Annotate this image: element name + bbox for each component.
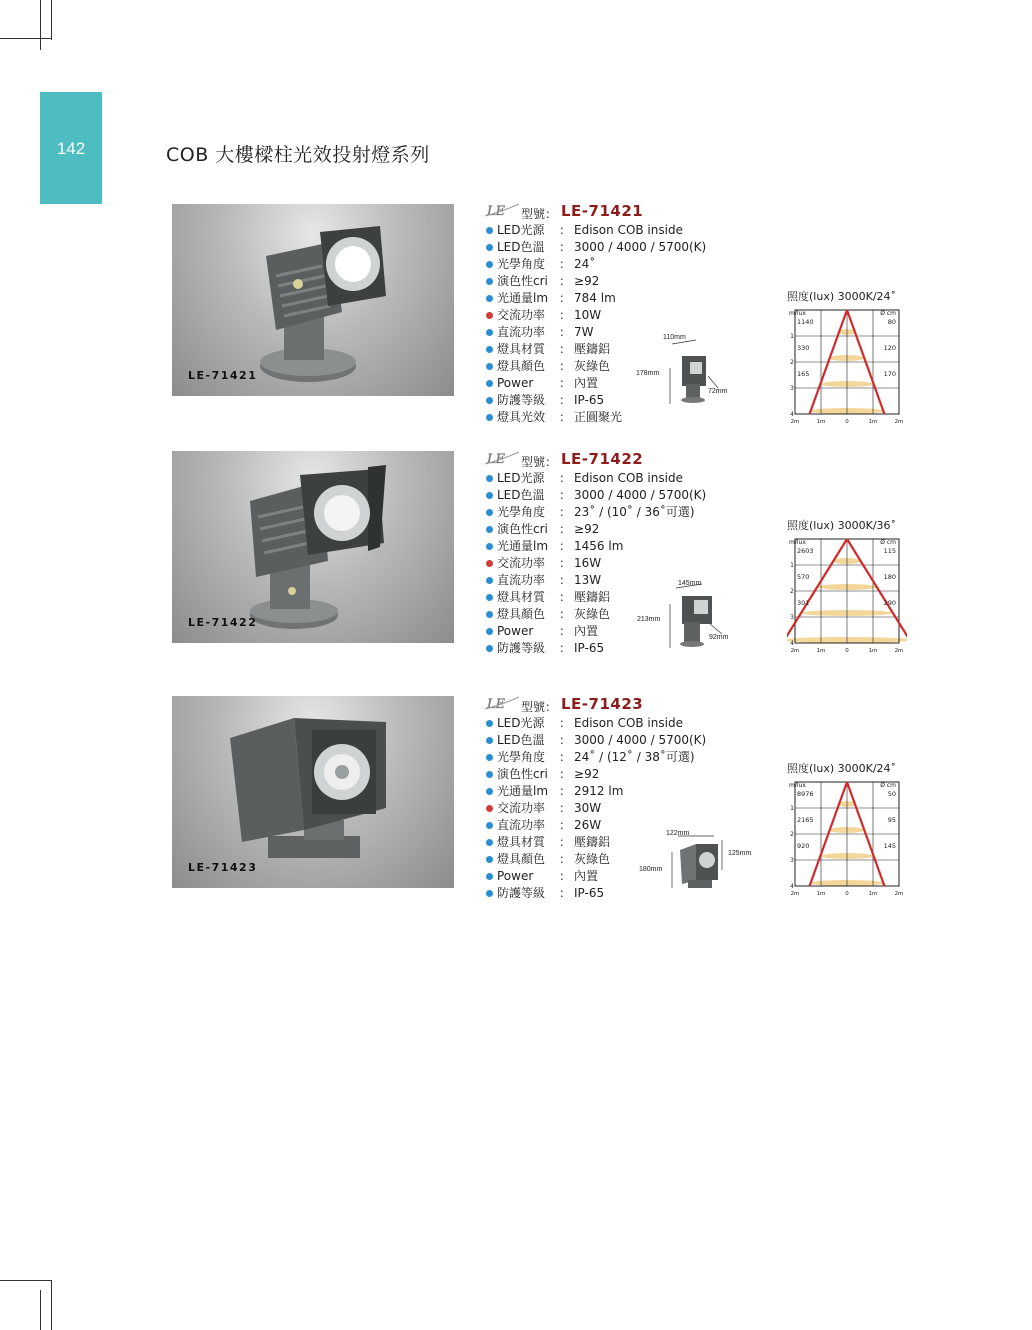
x-tick-label: 0 [845, 648, 849, 654]
x-tick-label: 1m [868, 648, 878, 654]
bullet-dot-icon [486, 244, 493, 251]
crop-mark [0, 1280, 52, 1281]
bullet-dot-icon [486, 737, 493, 744]
dim-depth: 92mm [709, 634, 729, 641]
spec-separator: ： [559, 223, 572, 237]
model-number: LE-71422 [561, 450, 644, 468]
illuminance-chart [787, 517, 907, 656]
spec-item [483, 470, 783, 487]
brand-logo-icon [483, 202, 521, 218]
spec-item [483, 538, 783, 555]
diameter-value: 120 [883, 344, 896, 352]
y-tick-label: 2 [790, 831, 794, 838]
spec-value: IP-65 [574, 886, 605, 900]
chart-header-right: Ø cm [880, 782, 896, 789]
spec-key: 直流功率 [497, 325, 546, 339]
spec-value: 3000 / 4000 / 5700(K) [574, 240, 707, 254]
chart-header-left: m/lux [789, 782, 806, 789]
y-tick-label: 1 [790, 562, 794, 569]
y-tick-label: 3 [790, 614, 794, 621]
bullet-dot-icon [486, 278, 493, 285]
bullet-dot-icon [486, 227, 493, 234]
spec-value: 灰綠色 [574, 359, 611, 373]
spec-item [483, 256, 783, 273]
bullet-dot-icon [486, 295, 493, 302]
spec-separator: ： [559, 274, 572, 288]
bullet-dot-icon [486, 873, 493, 880]
bullet-dot-icon [486, 788, 493, 795]
spec-separator: ： [559, 308, 572, 322]
lux-value: 2603 [797, 547, 814, 555]
diameter-value: 95 [887, 816, 896, 824]
bullet-dot-icon [486, 329, 493, 336]
spec-key: 光通量lm [497, 291, 549, 305]
diameter-value: 115 [883, 547, 896, 555]
spec-separator: ： [559, 291, 572, 305]
x-tick-label: 2m [790, 419, 800, 425]
x-tick-label: 0 [845, 419, 849, 425]
x-tick-label: 2m [894, 891, 904, 897]
spec-separator: ： [559, 522, 572, 536]
spec-separator: ： [559, 852, 572, 866]
spec-value: Edison COB inside [574, 471, 683, 485]
bullet-dot-icon [486, 839, 493, 846]
crop-mark [51, 0, 52, 40]
photo-model-label: LE-71423 [188, 861, 258, 874]
spec-item [483, 715, 783, 732]
model-prefix: 型號： [521, 700, 558, 714]
spec-key: 燈具顏色 [497, 607, 546, 621]
spec-separator: ： [559, 393, 572, 407]
spec-item [483, 521, 783, 538]
diameter-value: 290 [883, 599, 896, 607]
spec-key: 燈具材質 [497, 590, 546, 604]
x-tick-label: 1m [868, 891, 878, 897]
model-row [483, 204, 783, 222]
y-tick-label: 3 [790, 857, 794, 864]
chart-svg [787, 531, 907, 656]
bullet-dot-icon [486, 397, 493, 404]
spec-value: 16W [574, 556, 602, 570]
spec-separator: ： [559, 624, 572, 638]
bullet-dot-icon [486, 822, 493, 829]
dim-width: 145mm [678, 580, 702, 587]
spec-value: 7W [574, 325, 594, 339]
spec-separator: ： [559, 240, 572, 254]
spec-key: 防護等級 [497, 393, 546, 407]
spec-value: 壓鑄鋁 [574, 835, 611, 849]
y-tick-label: 2 [790, 588, 794, 595]
bullet-dot-icon [486, 380, 493, 387]
spec-separator: ： [559, 835, 572, 849]
dim-height: 213mm [637, 616, 661, 623]
spec-key: 交流功率 [497, 556, 546, 570]
spec-item [483, 766, 783, 783]
svg-text:LE: LE [487, 452, 506, 466]
spec-value: 3000 / 4000 / 5700(K) [574, 488, 707, 502]
spec-key: 演色性cri [497, 767, 548, 781]
spec-key: LED色溫 [497, 240, 545, 254]
spec-value: ≥92 [574, 767, 600, 781]
chart-svg [787, 302, 907, 427]
spec-item [483, 555, 783, 572]
spec-value: ≥92 [574, 522, 600, 536]
spec-item [483, 749, 783, 766]
dim-height: 178mm [636, 370, 660, 377]
spec-value: 內置 [574, 869, 599, 883]
lux-value: 165 [797, 370, 810, 378]
photo-model-label: LE-71421 [188, 369, 258, 382]
spec-value: 壓鑄鋁 [574, 590, 611, 604]
spec-value: 灰綠色 [574, 852, 611, 866]
dim-height: 180mm [639, 866, 663, 873]
spec-key: 演色性cri [497, 274, 548, 288]
spec-item [483, 290, 783, 307]
spec-item [483, 239, 783, 256]
spec-item [483, 222, 783, 239]
bullet-dot-icon [486, 414, 493, 421]
spec-separator: ： [559, 342, 572, 356]
spec-key: 直流功率 [497, 573, 546, 587]
lux-value: 920 [797, 842, 810, 850]
dim-depth: 125mm [728, 850, 752, 857]
photo-model-label: LE-71422 [188, 616, 258, 629]
spec-separator: ： [559, 801, 572, 815]
spec-separator: ： [559, 750, 572, 764]
bullet-dot-icon [486, 754, 493, 761]
spec-key: LED色溫 [497, 733, 545, 747]
chart-header-left: m/lux [789, 310, 806, 317]
spec-value: 13W [574, 573, 602, 587]
diameter-value: 180 [883, 573, 896, 581]
lux-value: 570 [797, 573, 810, 581]
illuminance-chart [787, 760, 907, 899]
model-row [483, 697, 783, 715]
bullet-dot-icon [486, 509, 493, 516]
spec-value: 2912 lm [574, 784, 624, 798]
spec-key: 直流功率 [497, 818, 546, 832]
crop-mark [51, 1280, 52, 1330]
model-number: LE-71423 [561, 695, 644, 713]
y-tick-label: 2 [790, 359, 794, 366]
lux-value: 8976 [797, 790, 814, 798]
spec-value: 壓鑄鋁 [574, 342, 611, 356]
y-tick-label: 4 [790, 640, 794, 647]
bullet-dot-icon [486, 577, 493, 584]
spec-key: 演色性cri [497, 522, 548, 536]
spec-separator: ： [559, 257, 572, 271]
model-prefix: 型號： [521, 207, 558, 221]
spec-item [483, 783, 783, 800]
spec-key: LED光源 [497, 471, 545, 485]
illuminance-chart [787, 288, 907, 427]
bullet-dot-icon [486, 492, 493, 499]
crop-mark [0, 38, 52, 39]
x-tick-label: 2m [894, 419, 904, 425]
spec-separator: ： [559, 869, 572, 883]
spec-value: 26W [574, 818, 602, 832]
crop-mark [40, 0, 41, 50]
spec-value: 784 lm [574, 291, 616, 305]
spec-separator: ： [559, 376, 572, 390]
spec-value: IP-65 [574, 393, 605, 407]
x-tick-label: 1m [816, 891, 826, 897]
product-photo [172, 204, 454, 396]
spec-separator: ： [559, 641, 572, 655]
spec-key: 燈具光效 [497, 410, 546, 424]
spec-value: 3000 / 4000 / 5700(K) [574, 733, 707, 747]
lux-value: 1140 [797, 318, 814, 326]
spec-item [483, 273, 783, 290]
chart-title: 照度(lux) 3000K/24˚ [787, 290, 897, 303]
spec-separator: ： [559, 488, 572, 502]
bullet-dot-icon [486, 805, 493, 812]
x-tick-label: 2m [790, 648, 800, 654]
spec-value: ≥92 [574, 274, 600, 288]
spec-separator: ： [559, 573, 572, 587]
x-tick-label: 1m [816, 419, 826, 425]
bullet-dot-icon [486, 611, 493, 618]
spec-separator: ： [559, 784, 572, 798]
spec-key: Power [497, 624, 534, 638]
svg-text:LE: LE [487, 697, 506, 711]
spec-key: 交流功率 [497, 801, 546, 815]
bullet-dot-icon [486, 363, 493, 370]
bullet-dot-icon [486, 856, 493, 863]
spec-value: 內置 [574, 624, 599, 638]
spec-key: 光通量lm [497, 784, 549, 798]
y-tick-label: 4 [790, 411, 794, 418]
diameter-value: 80 [887, 318, 896, 326]
bullet-dot-icon [486, 312, 493, 319]
y-tick-label: 3 [790, 385, 794, 392]
x-tick-label: 0 [845, 891, 849, 897]
bullet-dot-icon [486, 560, 493, 567]
crop-mark [40, 1290, 41, 1330]
spec-key: 燈具材質 [497, 835, 546, 849]
spec-key: 交流功率 [497, 308, 546, 322]
spec-key: Power [497, 869, 534, 883]
chart-title: 照度(lux) 3000K/24˚ [787, 762, 897, 775]
chart-header-left: m/lux [789, 539, 806, 546]
chart-svg [787, 774, 907, 899]
svg-text:LE: LE [487, 204, 506, 218]
spec-key: 光學角度 [497, 750, 546, 764]
spec-value: 24˚ [574, 257, 596, 271]
spec-key: 燈具顏色 [497, 852, 546, 866]
lux-value: 330 [797, 344, 810, 352]
spec-separator: ： [559, 716, 572, 730]
bullet-dot-icon [486, 543, 493, 550]
spec-value: 灰綠色 [574, 607, 611, 621]
lux-value: 2165 [797, 816, 814, 824]
x-tick-label: 1m [816, 648, 826, 654]
spec-item [483, 504, 783, 521]
diameter-value: 145 [883, 842, 896, 850]
spec-separator: ： [559, 818, 572, 832]
dim-width: 122mm [666, 830, 690, 837]
spec-key: 防護等級 [497, 886, 546, 900]
spec-separator: ： [559, 556, 572, 570]
diameter-value: 170 [883, 370, 896, 378]
spec-value: Edison COB inside [574, 223, 683, 237]
model-number: LE-71421 [561, 202, 644, 220]
bullet-dot-icon [486, 771, 493, 778]
product-photo [172, 451, 454, 643]
spec-separator: ： [559, 886, 572, 900]
dim-width: 110mm [663, 334, 686, 341]
model-prefix: 型號： [521, 455, 558, 469]
spec-separator: ： [559, 410, 572, 424]
lux-value: 301 [797, 599, 810, 607]
spec-key: 光學角度 [497, 257, 546, 271]
spec-separator: ： [559, 359, 572, 373]
bullet-dot-icon [486, 720, 493, 727]
diameter-value: 50 [887, 790, 896, 798]
spec-separator: ： [559, 325, 572, 339]
spec-value: 24˚ / (12˚ / 38˚可選) [574, 750, 695, 764]
spec-item [483, 307, 783, 324]
bullet-dot-icon [486, 261, 493, 268]
spec-value: 內置 [574, 376, 599, 390]
y-tick-label: 1 [790, 333, 794, 340]
y-tick-label: 1 [790, 805, 794, 812]
spec-value: IP-65 [574, 641, 605, 655]
x-tick-label: 2m [894, 648, 904, 654]
bullet-dot-icon [486, 594, 493, 601]
x-tick-label: 1m [868, 419, 878, 425]
spec-value: 23˚ / (10˚ / 36˚可選) [574, 505, 695, 519]
dim-depth: 72mm [708, 388, 728, 395]
product-photo [172, 696, 454, 888]
spec-key: 燈具材質 [497, 342, 546, 356]
spec-separator: ： [559, 505, 572, 519]
spec-key: 燈具顏色 [497, 359, 546, 373]
bullet-dot-icon [486, 645, 493, 652]
spec-separator: ： [559, 539, 572, 553]
spec-value: 10W [574, 308, 602, 322]
spec-item [483, 800, 783, 817]
spec-item [483, 732, 783, 749]
spec-key: 光學角度 [497, 505, 546, 519]
spec-value: 正圓聚光 [574, 410, 623, 424]
chart-header-right: Ø cm [880, 310, 896, 317]
spec-value: 30W [574, 801, 602, 815]
spec-separator: ： [559, 607, 572, 621]
brand-logo-icon [483, 695, 521, 711]
chart-title: 照度(lux) 3000K/36˚ [787, 519, 897, 532]
spec-separator: ： [559, 590, 572, 604]
spec-key: LED光源 [497, 716, 545, 730]
page-number-tab [40, 92, 102, 204]
spec-key: 光通量lm [497, 539, 549, 553]
model-row [483, 452, 783, 470]
page-number: 142 [56, 139, 86, 158]
brand-logo-icon [483, 450, 521, 466]
bullet-dot-icon [486, 890, 493, 897]
page-title: COB 大樓樑柱光效投射燈系列 [166, 144, 430, 166]
bullet-dot-icon [486, 526, 493, 533]
spec-key: LED光源 [497, 223, 545, 237]
spec-item [483, 487, 783, 504]
spec-separator: ： [559, 767, 572, 781]
spec-separator: ： [559, 471, 572, 485]
bullet-dot-icon [486, 475, 493, 482]
spec-key: LED色溫 [497, 488, 545, 502]
bullet-dot-icon [486, 628, 493, 635]
spec-key: 防護等級 [497, 641, 546, 655]
spec-value: 1456 lm [574, 539, 624, 553]
x-tick-label: 2m [790, 891, 800, 897]
spec-separator: ： [559, 733, 572, 747]
spec-value: Edison COB inside [574, 716, 683, 730]
bullet-dot-icon [486, 346, 493, 353]
spec-key: Power [497, 376, 534, 390]
y-tick-label: 4 [790, 883, 794, 890]
chart-header-right: Ø cm [880, 539, 896, 546]
